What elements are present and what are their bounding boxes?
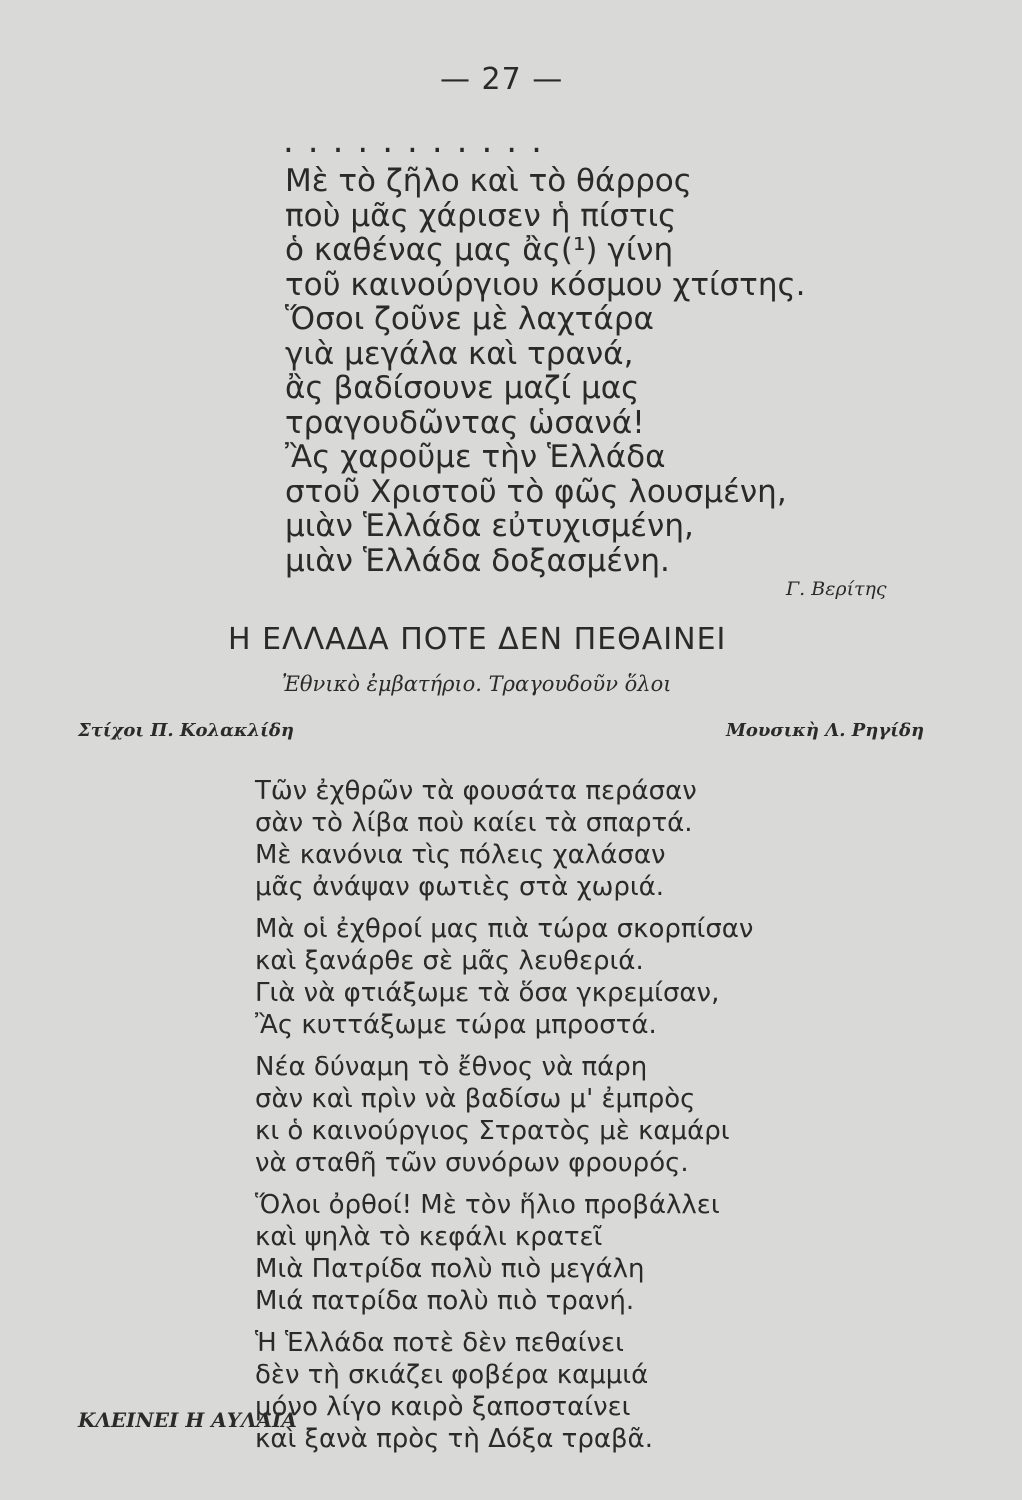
lyric-line: Ἂς κυττάξωμε τώρα μπροστά. [255,1010,657,1040]
ellipsis-marker: ........... [283,121,556,161]
verse-line: μιὰν Ἑλλάδα δοξασμένη. [285,542,670,579]
lyric-line: καὶ ξανὰ πρὸς τὴ Δόξα τραβᾶ. [255,1424,653,1454]
verse-line: ἂς βαδίσουνε μαζί μας [285,370,640,406]
lyric-line: μόνο λίγο καιρὸ ξαποσταίνει [255,1392,631,1422]
stanza [255,1051,753,1179]
lyric-line: Μιὰ Πατρίδα πολὺ πιὸ μεγάλη [255,1254,645,1284]
verse-line: τοῦ καινούργιου κόσμου χτίστης. [285,266,806,303]
verse-line: γιὰ μεγάλα καὶ τρανά, [285,335,634,372]
lyric-line: Ἡ Ἑλλάδα ποτὲ δὲν πεθαίνει [255,1328,624,1358]
stanza [255,1327,753,1455]
verse-line: Ὅσοι ζοῦνε μὲ λαχτάρα [285,301,654,337]
lyric-line: νὰ σταθῆ τῶν συνόρων φρουρός. [255,1148,689,1178]
lyrics-credit: Στίχοι Π. Κολακλίδη [78,720,294,741]
lyric-line: σὰν καὶ πρὶν νὰ βαδίσω μ' ἐμπρὸς [255,1084,696,1114]
stanza [255,1189,753,1317]
lyric-line: μᾶς ἀνάψαν φωτιὲς στὰ χωριά. [255,872,665,902]
lyric-line: Μιά πατρίδα πολὺ πιὸ τρανή. [255,1286,635,1316]
lyric-line: Γιὰ νὰ φτιάξωμε τὰ ὅσα γκρεμίσαν, [255,978,720,1008]
lyric-line: Τῶν ἐχθρῶν τὰ φουσάτα περάσαν [255,776,697,806]
song-title: Η ΕΛΛΑΔΑ ΠΟΤΕ ΔΕΝ ΠΕΘΑΙΝΕΙ [228,622,727,657]
verse-line: μιὰν Ἑλλάδα εὐτυχισμένη, [285,508,694,544]
lyric-line: καὶ ψηλὰ τὸ κεφάλι κρατεῖ [255,1222,603,1252]
stanza [255,775,753,903]
lyric-line: σὰν τὸ λίβα ποὺ καίει τὰ σπαρτά. [255,808,693,838]
verse-line: ποὺ μᾶς χάρισεν ἡ πίστις [285,197,677,234]
song-lyrics [255,775,753,1465]
lyric-line: Μὰ οἱ ἐχθροί μας πιὰ τώρα σκορπίσαν [255,914,754,944]
verse-line: ὁ καθένας μας ἂς(¹) γίνη [285,232,674,268]
verse-line: τραγουδῶντας ὡσανά! [285,404,645,441]
lyric-line: Μὲ κανόνια τὶς πόλεις χαλάσαν [255,840,666,870]
music-credit: Μουσικὴ Λ. Ρηγίδη [726,720,925,741]
poem-verse [285,164,806,578]
stanza [255,913,753,1041]
lyric-line: καὶ ξανάρθε σὲ μᾶς λευθεριά. [255,946,644,976]
closing-note: ΚΛΕΙΝΕΙ Η ΑΥΛΑΙΑ [78,1408,297,1432]
verse-line: Ἂς χαροῦμε τὴν Ἑλλάδα [285,439,666,475]
verse-line: στοῦ Χριστοῦ τὸ φῶς λουσμένη, [285,473,787,510]
page-number: — 27 — [440,62,564,97]
lyric-line: δὲν τὴ σκιάζει φοβέρα καμμιά [255,1360,649,1390]
lyric-line: κι ὁ καινούργιος Στρατὸς μὲ καμάρι [255,1116,730,1146]
lyric-line: Νέα δύναμη τὸ ἔθνος νὰ πάρη [255,1052,648,1082]
poem-author: Γ. Βερίτης [786,578,887,600]
lyric-line: Ὅλοι ὀρθοί! Μὲ τὸν ἥλιο προβάλλει [255,1190,720,1220]
verse-line: Μὲ τὸ ζῆλο καὶ τὸ θάρρος [285,163,692,199]
song-subtitle: Ἐθνικὸ ἐμβατήριο. Τραγουδοῦν ὅλοι [282,672,672,696]
